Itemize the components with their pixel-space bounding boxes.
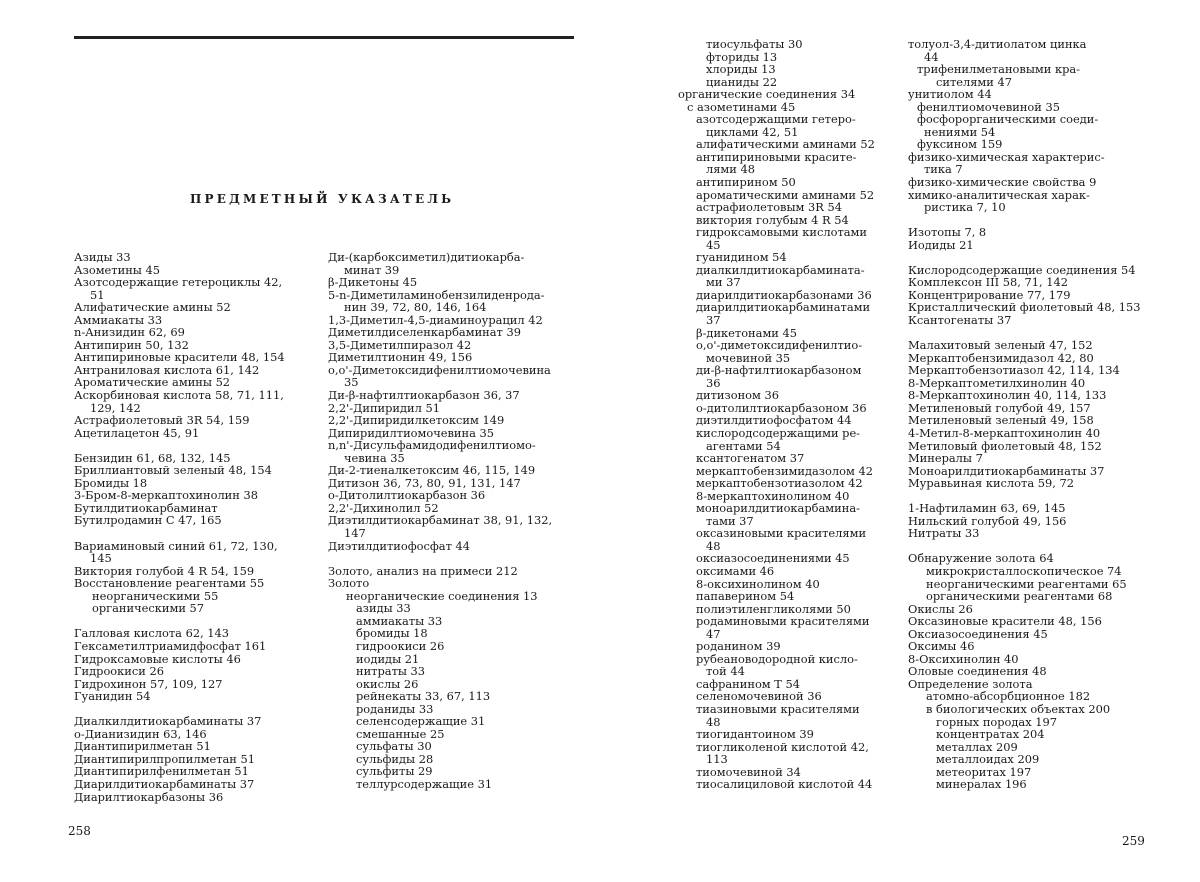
right-column-1 — [678, 38, 875, 791]
index-entry: фосфорорганическими соеди- — [917, 112, 1099, 127]
index-entry: Окислы 26 — [908, 601, 973, 616]
index-entry: β-Дикетоны 45 — [328, 275, 418, 290]
index-entry: 113 — [706, 752, 728, 767]
index-entry: тиосалициловой кислотой 44 — [696, 777, 873, 792]
index-entry: 45 — [706, 237, 721, 252]
index-entry: Ацетилацетон 45, 91 — [74, 425, 200, 440]
index-entry: метеоритах 197 — [936, 764, 1032, 779]
index-entry: Азотсодержащие гетероциклы 42, — [74, 275, 283, 290]
index-entry: атомно-абсорбционное 182 — [926, 689, 1091, 704]
index-entry: Малахитовый зеленый 47, 152 — [908, 338, 1093, 353]
index-entry: толуол-3,4-дитиолатом цинка — [908, 37, 1087, 51]
index-entry: антипирином 50 — [696, 175, 796, 190]
index-entry: Изотопы 7, 8 — [908, 225, 987, 240]
index-entry: фториды 13 — [706, 49, 778, 64]
index-entry: Бензидин 61, 68, 132, 145 — [74, 450, 231, 465]
index-entry: алифатическими аминами 52 — [696, 137, 875, 152]
index-entry: сульфиты 29 — [356, 764, 433, 779]
index-entry: Азометины 45 — [74, 262, 160, 277]
index-entry: 3-Бром-8-меркаптохинолин 38 — [74, 488, 258, 503]
index-entry: азотсодержащими гетеро- — [696, 112, 856, 127]
index-entry: ристика 7, 10 — [924, 200, 1006, 215]
index-entry: гидроокиси 26 — [356, 638, 445, 653]
index-entry: нитраты 33 — [356, 664, 426, 679]
index-entry: тиогликоленой кислотой 42, — [696, 739, 869, 754]
index-entry: Меркаптобензотиазол 42, 114, 134 — [908, 363, 1120, 378]
index-entry: Муравьиная кислота 59, 72 — [908, 476, 1074, 491]
index-entry: 129, 142 — [90, 400, 141, 415]
index-entry: Бриллиантовый зеленый 48, 154 — [74, 463, 272, 478]
index-entry: Минералы 7 — [908, 451, 983, 466]
index-entry: лями 48 — [706, 162, 755, 177]
index-entry: 2,2'-Дихинолил 52 — [328, 500, 439, 515]
index-entry: Антипирин 50, 132 — [74, 337, 189, 352]
index-entry: неорганическими реагентами 65 — [926, 576, 1127, 591]
index-entry: диарилдитиокарбазонами 36 — [696, 287, 872, 302]
index-entry: трифенилметановыми кра- — [917, 62, 1081, 77]
index-entry: гидроксамовыми кислотами — [696, 225, 868, 240]
index-entry: n,n'-Дисульфамидодифенилтиомо- — [328, 438, 536, 453]
index-entry: β-дикетонами 45 — [696, 325, 798, 340]
index-entry: агентами 54 — [706, 438, 781, 453]
section-gap — [328, 552, 552, 565]
index-entry: селенсодержащие 31 — [356, 714, 486, 729]
index-entry: роданиды 33 — [356, 701, 434, 716]
index-entry: меркаптобензимидазолом 42 — [696, 463, 873, 478]
section-gap — [908, 251, 1140, 264]
index-entry: астрафиолетовым 3R 54 — [696, 200, 842, 215]
index-entry: 8-Меркаптохинолин 40, 114, 133 — [908, 388, 1107, 403]
index-entry: окислы 26 — [356, 676, 419, 691]
index-entry: диалкилдитиокарбамината- — [696, 262, 865, 277]
index-entry: ксантогенатом 37 — [696, 451, 805, 466]
index-entry: Аскорбиновая кислота 58, 71, 111, — [74, 388, 284, 403]
index-entry: 8-оксихинолином 40 — [696, 576, 820, 591]
index-entry: Диарилтиокарбазоны 36 — [74, 789, 224, 804]
index-entry: физико-химическая характерис- — [908, 149, 1105, 164]
index-entry: бромиды 18 — [356, 626, 428, 641]
index-entry: Диметилтионин 49, 156 — [328, 350, 473, 365]
index-entry: Вариаминовый синий 61, 72, 130, — [74, 538, 278, 553]
index-entry: иодиды 21 — [356, 651, 420, 666]
index-entry: Диэтилдитиокарбаминат 38, 91, 132, — [328, 513, 553, 528]
index-entry: ми 37 — [706, 275, 741, 290]
index-entry: Алифатические амины 52 — [74, 300, 231, 315]
index-entry: n-Анизидин 62, 69 — [74, 325, 185, 340]
index-entry: тиогидантоином 39 — [696, 727, 814, 742]
index-entry: тиомочевиной 34 — [696, 764, 801, 779]
index-entry: 44 — [924, 49, 939, 64]
index-entry: рейнекаты 33, 67, 113 — [356, 689, 491, 704]
index-entry: o-Дитолилтиокарбазон 36 — [328, 488, 486, 503]
index-entry: Азиды 33 — [74, 250, 131, 264]
index-entry: ди-β-нафтилтиокарбазоном — [696, 363, 862, 378]
index-entry: 35 — [344, 375, 359, 390]
index-entry: роданином 39 — [696, 639, 781, 654]
index-entry: фуксином 159 — [917, 137, 1003, 152]
index-entry: Диметилдиселенкарбаминат 39 — [328, 325, 521, 340]
index-entry: Метиленовый зеленый 49, 158 — [908, 413, 1094, 428]
index-entry: цианиды 22 — [706, 74, 778, 89]
index-entry: смешанные 25 — [356, 726, 445, 741]
index-entry: Бутилдитиокарбаминат — [74, 500, 218, 515]
index-entry: Гидроксамовые кислоты 46 — [74, 651, 241, 666]
index-entry: азиды 33 — [356, 601, 411, 616]
index-entry: Ксантогенаты 37 — [908, 313, 1012, 328]
index-entry: тика 7 — [924, 162, 963, 177]
index-entry: Ди-β-нафтилтиокарбазон 36, 37 — [328, 388, 520, 403]
index-entry: Диантипирилфенилметан 51 — [74, 764, 249, 779]
index-entry: оксиазосоединениями 45 — [696, 551, 850, 566]
index-entry: с азометинами 45 — [687, 99, 796, 114]
index-entry: 3,5-Диметилпиразол 42 — [328, 337, 472, 352]
index-entry: Восстановление реагентами 55 — [74, 576, 265, 591]
right-column-2 — [908, 38, 1140, 791]
index-entry: родаминовыми красителями — [696, 614, 870, 629]
index-entry: унитиолом 44 — [908, 87, 992, 102]
index-entry: тиазиновыми красителями — [696, 701, 860, 716]
index-entry: неорганические соединения 13 — [346, 588, 538, 603]
index-entry: Диалкилдитиокарбаминаты 37 — [74, 714, 262, 729]
index-entry: физико-химические свойства 9 — [908, 175, 1097, 190]
index-entry: Оксазиновые красители 48, 156 — [908, 614, 1102, 629]
index-entry: 47 — [706, 626, 721, 641]
index-entry: сафранином Т 54 — [696, 676, 800, 691]
index-entry: диэтилдитиофосфатом 44 — [696, 413, 852, 428]
index-entry: чевина 35 — [344, 450, 405, 465]
page-number-right: 259 — [1122, 834, 1145, 848]
index-entry: органическими 57 — [92, 601, 205, 616]
index-entry: 48 — [706, 538, 721, 553]
index-entry: неорганическими 55 — [92, 588, 219, 603]
index-entry: антипириновыми красите- — [696, 149, 857, 164]
index-entry: 36 — [706, 375, 721, 390]
index-entry: полиэтиленгликолями 50 — [696, 601, 851, 616]
index-entry: o,o'-Диметоксидифенилтиомочевина — [328, 362, 551, 377]
index-entry: селеномочевиной 36 — [696, 689, 822, 704]
index-entry: нин 39, 72, 80, 146, 164 — [344, 300, 487, 315]
index-entry: Ди-(карбоксиметил)дитиокарба- — [328, 250, 525, 264]
index-entry: Гидроокиси 26 — [74, 664, 164, 679]
index-entry: тиосульфаты 30 — [706, 37, 803, 51]
index-entry: в биологических объектах 200 — [926, 701, 1111, 716]
index-entry: Оксиазосоединения 45 — [908, 626, 1048, 641]
index-entry: нениями 54 — [924, 124, 996, 139]
index-entry: теллурсодержащие 31 — [356, 776, 493, 791]
index-entry: 51 — [90, 287, 105, 302]
index-entry: кислородсодержащими ре- — [696, 425, 861, 440]
index-entry: 8-Меркаптометилхинолин 40 — [908, 375, 1086, 390]
index-entry: металлах 209 — [936, 739, 1018, 754]
index-entry: оксимами 46 — [696, 563, 775, 578]
index-entry: 147 — [344, 526, 366, 541]
index-entry: диарилдитиокарбаминатами — [696, 300, 871, 315]
index-entry: минат 39 — [344, 262, 400, 277]
index-entry: Обнаружение золота 64 — [908, 551, 1054, 566]
section-gap — [74, 527, 285, 540]
index-entry: 1-Нафтиламин 63, 69, 145 — [908, 501, 1066, 516]
index-entry: органическими реагентами 68 — [926, 589, 1113, 604]
index-entry: концентратах 204 — [936, 727, 1045, 742]
index-entry: Диантипирилметан 51 — [74, 739, 211, 754]
index-entry: аммиакаты 33 — [356, 613, 443, 628]
index-entry: гуанидином 54 — [696, 250, 787, 265]
index-entry: Диэтилдитиофосфат 44 — [328, 538, 470, 553]
index-entry: химико-аналитическая харак- — [908, 187, 1090, 202]
index-entry: 2,2'-Дипиридилкетоксим 149 — [328, 413, 505, 428]
index-entry: Концентрирование 77, 179 — [908, 287, 1071, 302]
index-entry: Оксимы 46 — [908, 639, 975, 654]
left-column-2 — [328, 251, 552, 791]
index-entry: o,o'-диметоксидифенилтио- — [696, 338, 863, 353]
index-entry: Диарилдитиокарбаминаты 37 — [74, 776, 255, 791]
index-entry: 145 — [90, 551, 112, 566]
index-entry: Определение золота — [908, 676, 1033, 691]
index-entry: Галловая кислота 62, 143 — [74, 626, 230, 641]
right-page — [600, 0, 1200, 882]
index-entry: Ароматические амины 52 — [74, 375, 231, 390]
index-entry: 5-n-Диметиламинобензилиденрода- — [328, 287, 545, 302]
index-entry: 1,3-Диметил-4,5-диаминоурацил 42 — [328, 312, 543, 327]
index-entry: Метиловый фиолетовый 48, 152 — [908, 438, 1102, 453]
index-entry: Моноарилдитиокарбаминаты 37 — [908, 463, 1105, 478]
index-entry: Кислородсодержащие соединения 54 — [908, 262, 1136, 277]
index-entry: 2,2'-Дипиридил 51 — [328, 400, 440, 415]
left-column-1 — [74, 251, 285, 803]
index-entry: папаверином 54 — [696, 589, 795, 604]
index-entry: сульфиды 28 — [356, 751, 434, 766]
index-entry: Иодиды 21 — [908, 237, 974, 252]
index-entry: Меркаптобензимидазол 42, 80 — [908, 350, 1094, 365]
index-entry: Виктория голубой 4 R 54, 159 — [74, 563, 255, 578]
index-entry: той 44 — [706, 664, 745, 679]
index-entry: Бутилродамин С 47, 165 — [74, 513, 222, 528]
index-entry: мочевиной 35 — [706, 350, 791, 365]
index-title: ПРЕДМЕТНЫЙ УКАЗАТЕЛЬ — [190, 192, 455, 206]
index-entry: сульфаты 30 — [356, 739, 432, 754]
index-entry: 8-Оксихинолин 40 — [908, 651, 1019, 666]
index-entry: микрокристаллоскопическое 74 — [926, 563, 1122, 578]
index-entry: Гидрохинон 57, 109, 127 — [74, 676, 223, 691]
index-entry: оксазиновыми красителями — [696, 526, 867, 541]
index-entry: 37 — [706, 313, 721, 328]
index-entry: Комплексон III 58, 71, 142 — [908, 275, 1069, 290]
index-entry: органические соединения 34 — [678, 87, 856, 102]
index-entry: 8-меркаптохинолином 40 — [696, 488, 850, 503]
index-entry: Астрафиолетовый 3R 54, 159 — [74, 413, 250, 428]
index-entry: Дипиридилтиомочевина 35 — [328, 425, 495, 440]
index-entry: минералах 196 — [936, 777, 1027, 792]
index-entry: Диантипирилпропилметан 51 — [74, 751, 255, 766]
page-number-left: 258 — [68, 824, 91, 838]
index-entry: 48 — [706, 714, 721, 729]
index-entry: Метиленовый голубой 49, 157 — [908, 400, 1091, 415]
index-entry: меркаптобензотиазолом 42 — [696, 476, 863, 491]
index-entry: Бромиды 18 — [74, 475, 148, 490]
index-entry: ароматическими аминами 52 — [696, 187, 875, 202]
index-entry: Оловые соединения 48 — [908, 664, 1047, 679]
index-entry: Гуанидин 54 — [74, 689, 151, 704]
index-entry: Аммиакаты 33 — [74, 312, 163, 327]
index-entry: o-Дианизидин 63, 146 — [74, 726, 207, 741]
index-entry: Гексаметилтриамидфосфат 161 — [74, 638, 267, 653]
index-entry: Кристаллический фиолетовый 48, 153 — [908, 300, 1141, 315]
index-entry: Антраниловая кислота 61, 142 — [74, 362, 260, 377]
index-entry: металлоидах 209 — [936, 752, 1040, 767]
header-rule — [74, 36, 574, 39]
index-entry: хлориды 13 — [706, 62, 776, 77]
index-entry: 4-Метил-8-меркаптохинолин 40 — [908, 425, 1101, 440]
index-entry: моноарилдитиокарбамина- — [696, 501, 860, 516]
index-entry: циклами 42, 51 — [706, 124, 799, 139]
index-entry: o-дитолилтиокарбазоном 36 — [696, 400, 867, 415]
index-entry: Золото — [328, 576, 370, 591]
section-gap — [74, 439, 285, 452]
index-entry: Ди-2-тиеналкетоксим 46, 115, 149 — [328, 463, 536, 478]
index-entry: дитизоном 36 — [696, 388, 779, 403]
index-entry: Антипириновые красители 48, 154 — [74, 350, 285, 365]
index-entry: Нильский голубой 49, 156 — [908, 513, 1067, 528]
index-entry: виктория голубым 4 R 54 — [696, 212, 849, 227]
index-entry: Дитизон 36, 73, 80, 91, 131, 147 — [328, 475, 521, 490]
index-entry: горных породах 197 — [936, 714, 1058, 729]
index-entry: тами 37 — [706, 513, 754, 528]
index-entry: Нитраты 33 — [908, 526, 980, 541]
index-entry: рубеановодородной кисло- — [696, 651, 858, 666]
index-entry: сителями 47 — [936, 74, 1013, 89]
index-entry: фенилтиомочевиной 35 — [917, 99, 1060, 114]
index-entry: Золото, анализ на примеси 212 — [328, 563, 518, 578]
